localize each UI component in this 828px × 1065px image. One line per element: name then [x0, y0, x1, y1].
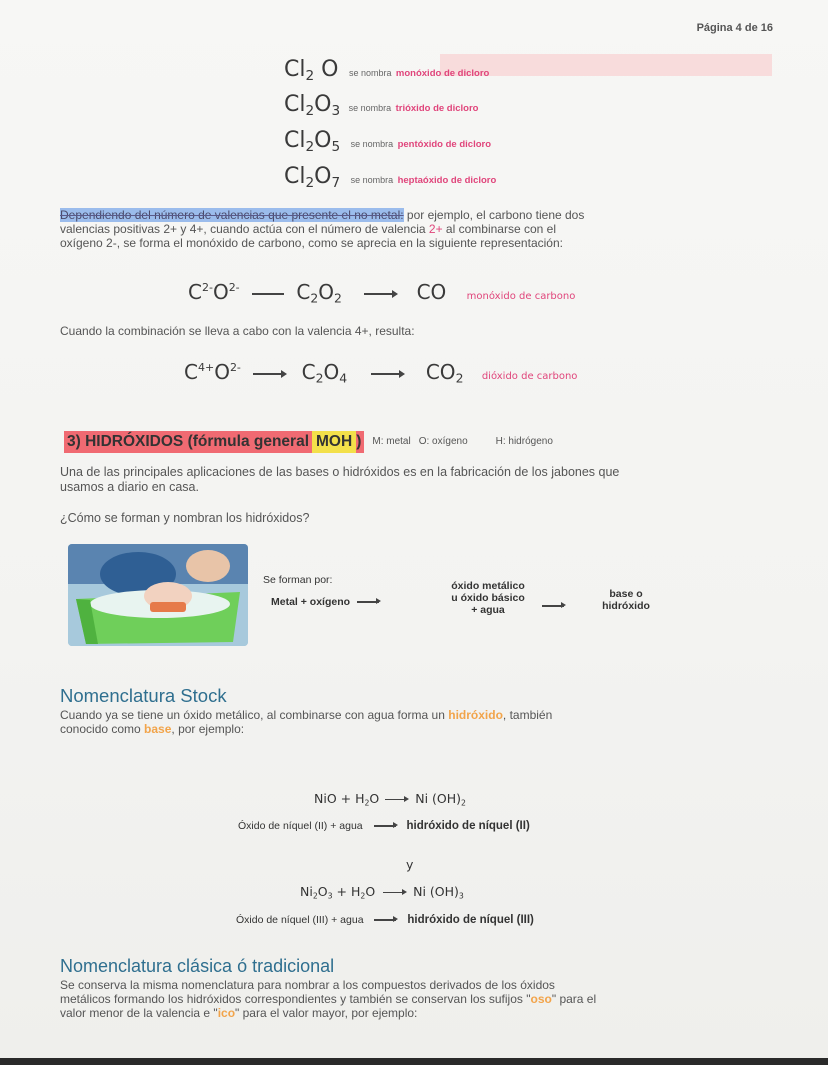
- reaction-arrow: [253, 373, 285, 375]
- oxide-name: monóxido de dicloro: [395, 68, 490, 79]
- diagram-arrow: [357, 601, 379, 603]
- pink-highlight-band: [440, 54, 772, 76]
- reaction-line: [252, 293, 284, 295]
- washing-illustration: [68, 544, 248, 646]
- oxide-name: pentóxido de dicloro: [397, 139, 492, 150]
- reaction-note: dióxido de carbono: [481, 371, 578, 382]
- example-y: y: [406, 857, 414, 872]
- reaction-note: monóxido de carbono: [466, 291, 576, 302]
- example-arrow: [374, 825, 396, 827]
- bottom-edge: [0, 1058, 828, 1065]
- example-label-2: Óxido de níquel (III) + agua hidróxido de níquel (III): [236, 914, 534, 926]
- stock-paragraph: Cuando ya se tiene un óxido metálico, al combinarse con agua forma un hidróxido, también conocido como base, por ejemplo:: [60, 708, 553, 736]
- reaction-arrow: [371, 373, 403, 375]
- question-hidroxidos: ¿Cómo se forman y nombran los hidróxidos?: [60, 511, 310, 525]
- diagram-reactants: Metal + oxígeno: [271, 596, 379, 608]
- page-number: Página 4 de 16: [696, 22, 773, 34]
- example-label-1: Óxido de níquel (II) + agua hidróxido de níquel (II): [238, 820, 530, 832]
- reaction-co2: $C^{4+}O^{2-}$ $C_2O_4$ $CO_2$ dióxido de carbono: [184, 360, 578, 386]
- example-reaction-1: NiO + $H_2O$ Ni $(OH)_2$: [314, 791, 466, 808]
- section-title-hidroxidos: 3) HIDRÓXIDOS (fórmula general MOH ) M: metal O: oxígeno H: hidrógeno: [64, 430, 553, 453]
- clasica-paragraph: Se conserva la misma nomenclatura para nombrar a los compuestos derivados de los óxidos metálicos formando los hidróxidos correspondientes y también se conservan los sufijos "oso" para el valor menor de la valencia e "ico" para el valor mayor, por ejemplo:: [60, 978, 597, 1020]
- stock-title: Nomenclatura Stock: [60, 685, 227, 706]
- example-arrow: [385, 799, 407, 801]
- paragraph-jabones: Una de las principales aplicaciones de las bases o hidróxidos es en la fabricación de los jabones que usamos a diario en casa.: [60, 465, 620, 494]
- diagram-oxido-metalico: óxido metálico u óxido básico + agua: [451, 580, 525, 616]
- diagram-result: base o hidróxido: [602, 588, 650, 612]
- oxide-row-1: $Cl_2$ O se nombra monóxido de dicloro: [284, 57, 490, 85]
- paragraph-valencias: Dependiendo del número de valencias que presente el no metal: por ejemplo, el carbono tiene dos valencias positivas 2+ y 4+, cuando actúa con el número de valencia 2+ al combinarse con el oxígeno 2-, se forma el monóxido de carbono, como se aprecia en la siguiente representación:: [60, 208, 585, 250]
- oxide-row-3: $Cl_2O_5$ se nombra pentóxido de dicloro: [284, 128, 492, 156]
- paragraph-valencia-4: Cuando la combinación se lleva a cabo con la valencia 4+, resulta:: [60, 324, 415, 338]
- example-arrow: [383, 892, 405, 894]
- oxide-name: heptaóxido de dicloro: [397, 175, 497, 186]
- oxide-name: trióxido de dicloro: [395, 103, 479, 114]
- washing-photo: [68, 544, 248, 646]
- diagram-se-forman: Se forman por:: [263, 574, 333, 586]
- reaction-arrow: [364, 293, 396, 295]
- oxide-row-4: $Cl_2O_7$ se nombra heptaóxido de dicloro: [284, 164, 497, 192]
- example-reaction-2: $Ni_2O_3 + H_2O$ Ni $(OH)_3$: [300, 884, 464, 901]
- clasica-title: Nomenclatura clásica ó tradicional: [60, 956, 335, 976]
- reaction-co: $C^{2-}O^{2-}$ $C_2O_2$ CO monóxido de carbono: [188, 280, 576, 306]
- example-arrow: [374, 919, 396, 921]
- oxide-row-2: $Cl_2O_3$ se nombra trióxido de dicloro: [284, 92, 479, 120]
- diagram-arrow: [542, 605, 564, 607]
